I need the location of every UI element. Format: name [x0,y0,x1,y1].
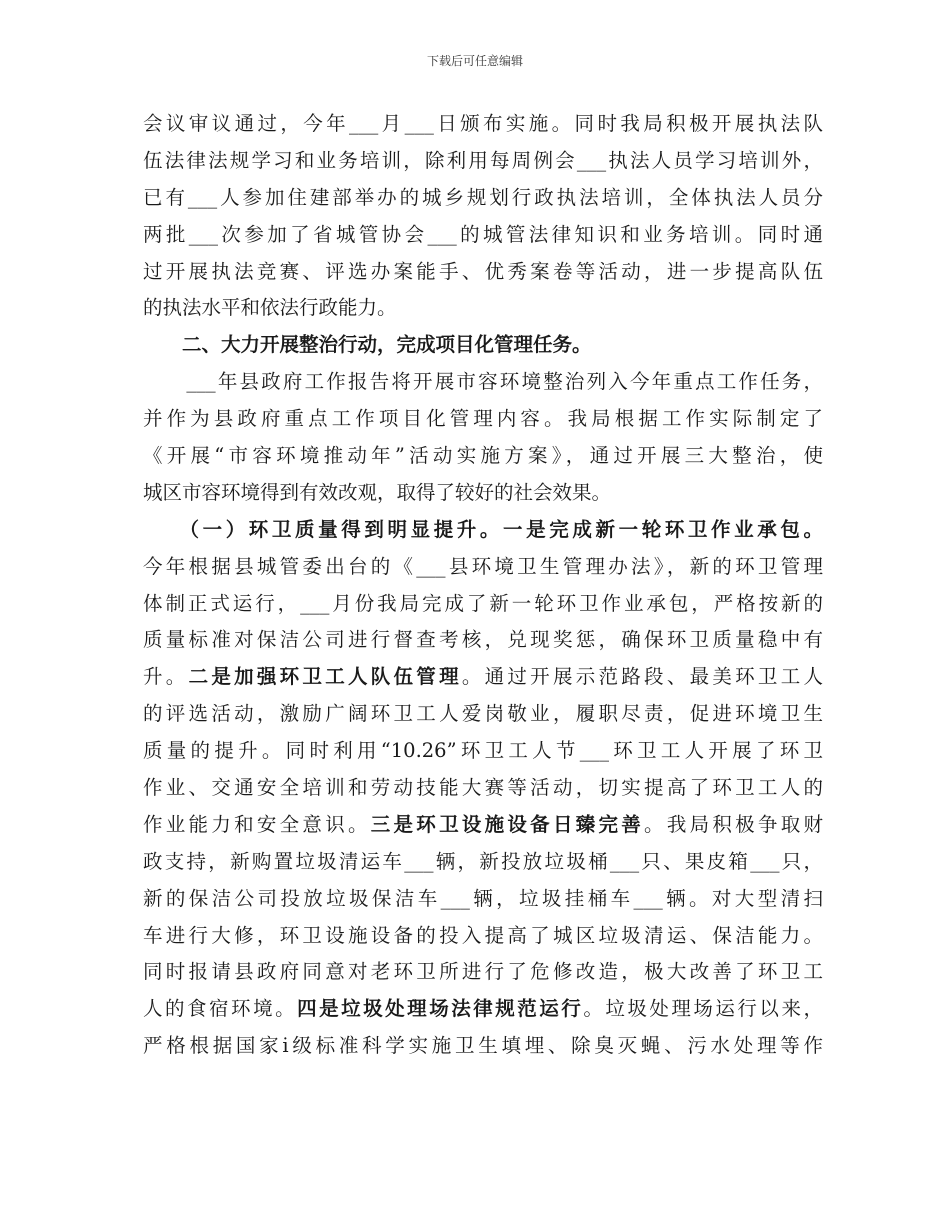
bold-text-segment: 三是环卫设施设备日臻完善 [370,812,645,836]
text-line [143,290,823,327]
page-header: 下载后可任意编辑 [426,54,523,68]
text-line [143,327,823,364]
text-line [143,401,823,438]
text-line [143,106,823,143]
text-line [143,143,823,180]
text-line [143,659,823,696]
text-segment: 《开展“市容环境推动年”活动实施方案》，通过开展三大整治，使 [143,444,823,468]
text-line [143,622,823,659]
bold-text-segment: 二是加强环卫工人队伍管理 [188,665,462,689]
text-segment: 。垃圾处理场运行以来， [583,997,823,1021]
document-body [143,106,823,1065]
text-segment: 两批___次参加了省城管协会___的城管法律知识和业务培训。同时通 [143,222,823,246]
text-segment: 的评选活动，激励广阔环卫工人爱岗敬业，履职尽责，促进环境卫生 [143,702,823,726]
text-line [143,844,823,881]
text-line [143,881,823,918]
text-line [143,991,823,1028]
text-line [143,770,823,807]
text-line [143,254,823,291]
text-segment: 同时报请县政府同意对老环卫所进行了危修改造，极大改善了环卫工 [143,960,823,984]
text-segment: ___年县政府工作报告将开展市容环境整治列入今年重点工作任务， [143,370,823,394]
text-line [143,549,823,586]
text-segment: 城区市容环境得到有效改观，取得了较好的社会效果。 [143,480,612,504]
text-line [143,586,823,623]
text-line [143,1028,823,1065]
text-line [143,918,823,955]
text-segment: 已有___人参加住建部举办的城乡规划行政执法培训，全体执法人员分 [143,185,823,209]
text-segment: 质量的提升。同时利用“10.26”环卫工人节___环卫工人开展了环卫 [143,739,823,763]
text-segment: 新的保洁公司投放垃圾保洁车___辆，垃圾挂桶车___辆。对大型清扫 [143,886,823,910]
text-line [143,438,823,475]
text-line [143,512,823,549]
text-segment: 升。 [143,665,189,689]
text-segment: 今年根据县城管委出台的《___县环境卫生管理办法》，新的环卫管理 [143,554,823,578]
text-line [143,807,823,844]
text-segment: 人的食宿环境。 [143,997,298,1021]
text-segment: 政支持，新购置垃圾清运车___辆，新投放垃圾桶___只、果皮箱___只， [143,849,823,873]
bold-text-segment: （一）环卫质量得到明显提升。一是完成新一轮环卫作业承包。 [143,517,823,541]
text-segment: 车进行大修，环卫设施设备的投入提高了城区垃圾清运、保洁能力。 [143,923,823,947]
text-segment: 并作为县政府重点工作项目化管理内容。我局根据工作实际制定了 [143,407,823,431]
bold-text-segment: 四是垃圾处理场法律规范运行 [297,997,584,1021]
text-segment: 的执法水平和依法行政能力。 [143,296,397,320]
text-line [143,696,823,733]
text-segment: 作业能力和安全意识。 [143,812,371,836]
text-segment: 会议审议通过，今年___月___日颁布实施。同时我局积极开展执法队 [143,112,823,135]
text-line [143,733,823,770]
text-segment: 体制正式运行，___月份我局完成了新一轮环卫作业承包，严格按新的 [143,591,823,615]
text-segment: 质量标准对保洁公司进行督查考核，兑现奖惩，确保环卫质量稳中有 [143,628,823,652]
text-line [143,217,823,254]
text-line [143,364,823,401]
text-segment: 过开展执法竞赛、评选办案能手、优秀案卷等活动，进一步提高队伍 [143,259,823,283]
text-line [143,475,823,512]
text-line [143,180,823,217]
text-segment: 。我局积极争取财 [644,812,823,836]
bold-text-segment: 二、大力开展整治行动，完成项目化管理任务。 [143,333,592,357]
text-segment: 作业、交通安全培训和劳动技能大赛等活动，切实提高了环卫工人的 [143,776,823,800]
text-segment: 伍法律法规学习和业务培训，除利用每周例会___执法人员学习培训外， [143,148,823,172]
text-line [143,954,823,991]
text-segment: 严格根据国家ⅰ级标准科学实施卫生填埋、除臭灭蝇、污水处理等作 [143,1034,823,1058]
text-segment: 。通过开展示范路段、最美环卫工人 [461,665,823,689]
